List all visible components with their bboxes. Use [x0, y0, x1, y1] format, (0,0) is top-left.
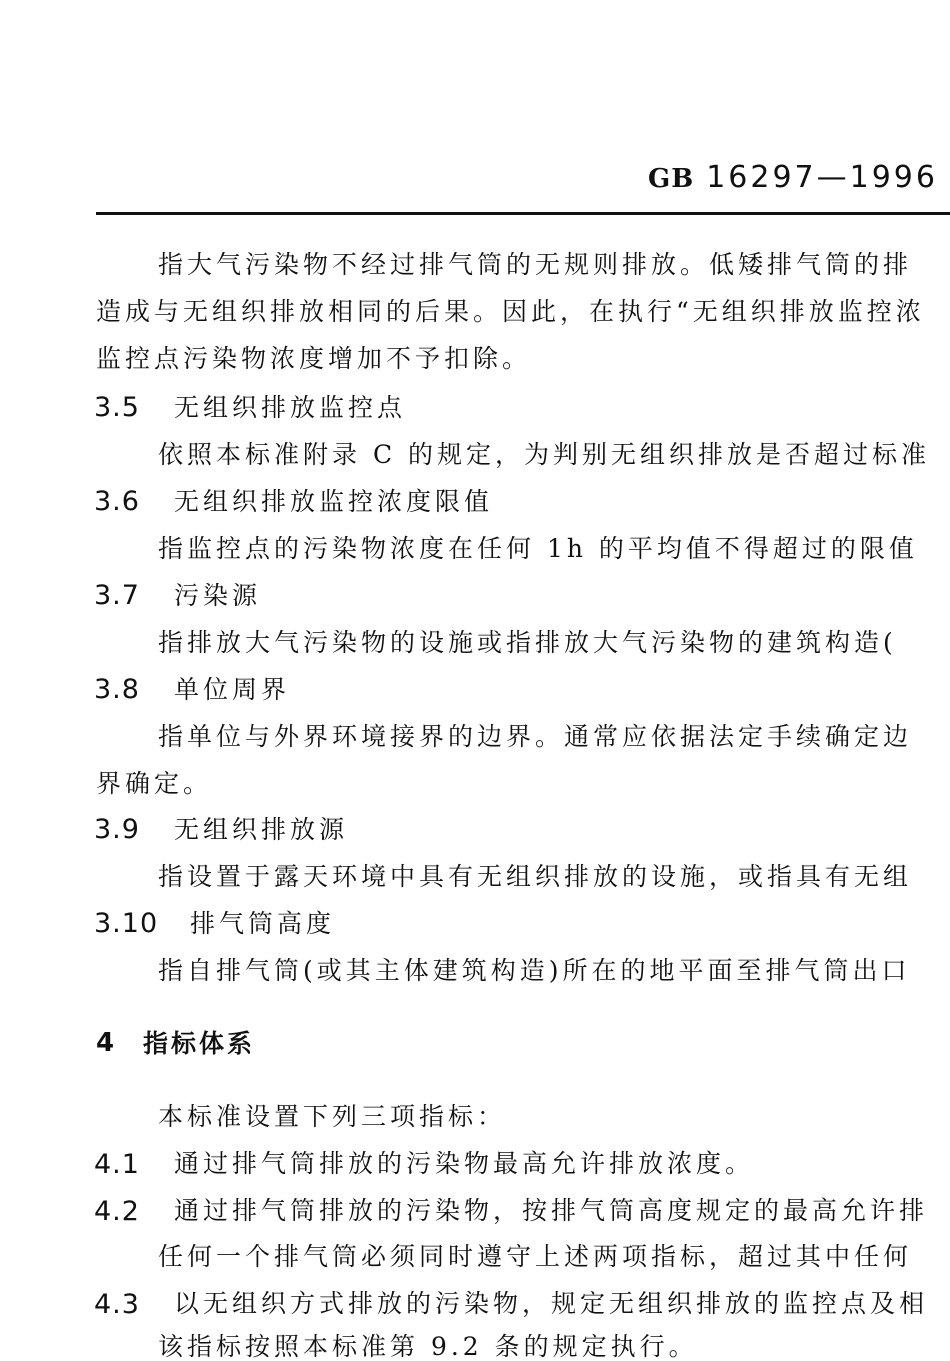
- clause-title: 排气筒高度: [190, 909, 336, 938]
- clause-body-continuation: 界确定。: [96, 769, 213, 798]
- intro-line-2: 造成与无组织排放相同的后果。因此，在执行“无组织排放监控浓: [96, 297, 925, 326]
- intro-line-1: 指大气污染物不经过排气筒的无规则排放。低矮排气筒的排: [158, 250, 913, 279]
- clause-title: 无组织排放监控点: [174, 393, 407, 422]
- standard-number: 16297—1996: [706, 160, 938, 195]
- clause-number: 3.5: [94, 392, 140, 423]
- clause-title: 无组织排放监控浓度限值: [174, 487, 494, 516]
- intro-line-3: 监控点污染物浓度增加不予扣除。: [96, 344, 532, 373]
- clause-title: 污染源: [174, 581, 262, 610]
- item-text-continuation: 该指标按照本标准第 9.2 条的规定执行。: [158, 1332, 698, 1361]
- item-text: 通过排气筒排放的污染物最高允许排放浓度。: [174, 1149, 755, 1178]
- clause-number: 3.7: [94, 580, 140, 611]
- clause-body: 指监控点的污染物浓度在任何 1h 的平均值不得超过的限值: [158, 534, 918, 563]
- clause-title: 无组织排放源: [174, 815, 349, 844]
- section-intro: 本标准设置下列三项指标：: [158, 1102, 507, 1131]
- header-divider: [96, 212, 950, 215]
- item-number: 4.2: [94, 1196, 140, 1227]
- item-number: 4.1: [94, 1149, 140, 1180]
- clause-number: 3.10: [94, 908, 159, 939]
- item-text: 以无组织方式排放的污染物，规定无组织排放的监控点及相: [174, 1289, 929, 1318]
- clause-number: 3.6: [94, 486, 140, 517]
- section-title: 指标体系: [143, 1029, 256, 1058]
- clause-body: 指排放大气污染物的设施或指排放大气污染物的建筑构造(: [158, 628, 897, 657]
- clause-body: 指自排气筒(或其主体建筑构造)所在的地平面至排气筒出口: [158, 956, 911, 985]
- clause-body: 指设置于露天环境中具有无组织排放的设施，或指具有无组: [158, 862, 913, 891]
- clause-number: 3.9: [94, 814, 140, 845]
- standard-code: [648, 160, 938, 195]
- item-text-continuation: 任何一个排气筒必须同时遵守上述两项指标，超过其中任何: [158, 1242, 913, 1271]
- clause-number: 3.8: [94, 674, 140, 705]
- clause-title: 单位周界: [174, 675, 291, 704]
- section-number: 4: [96, 1028, 115, 1058]
- item-text: 通过排气筒排放的污染物，按排气筒高度规定的最高允许排: [174, 1196, 929, 1225]
- clause-body: 指单位与外界环境接界的边界。通常应依据法定手续确定边: [158, 722, 913, 751]
- standard-prefix: GB: [648, 164, 695, 194]
- clause-body: 依照本标准附录 C 的规定，为判别无组织排放是否超过标准: [158, 440, 931, 469]
- item-number: 4.3: [94, 1289, 140, 1320]
